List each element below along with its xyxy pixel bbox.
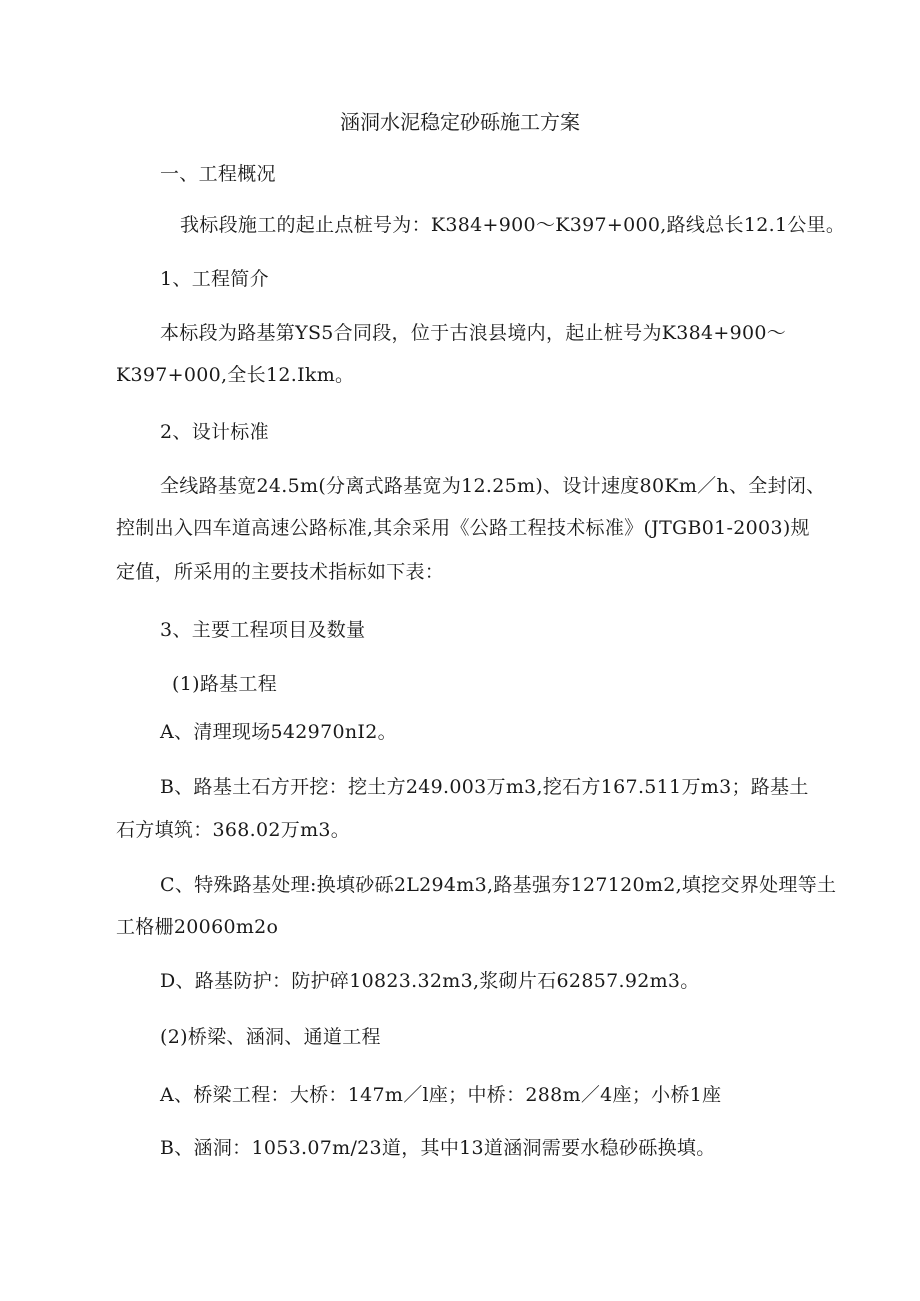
document-title: 涵洞水泥稳定砂砾施工方案	[340, 110, 580, 134]
part-heading: (2)桥梁、涵洞、通道工程	[160, 1026, 381, 1048]
part-heading: (1)路基工程	[172, 673, 278, 695]
list-item: A、桥梁工程：大桥：147m／l座；中桥：288m／4座；小桥1座	[160, 1084, 722, 1106]
list-item-continuation: 石方填筑：368.02万m3。	[116, 819, 351, 841]
subsection-heading: 3、主要工程项目及数量	[160, 619, 366, 641]
list-item-continuation: 工格栅20060m2o	[116, 916, 279, 938]
section-heading: 一、工程概况	[160, 163, 276, 185]
list-item: B、路基土石方开挖：挖土方249.003万m3,挖石方167.511万m3；路基土	[160, 776, 809, 798]
subsection-heading: 1、工程简介	[160, 268, 269, 290]
list-item: B、涵洞：1053.07m/23道，其中13道涵洞需要水稳砂砾换填。	[160, 1137, 716, 1159]
subsection-heading: 2、设计标准	[160, 421, 269, 443]
list-item: D、路基防护：防护碎10823.32m3,浆砌片石62857.92m3。	[160, 970, 700, 992]
paragraph-line: 定值，所采用的主要技术指标如下表：	[116, 561, 445, 583]
paragraph-line: 本标段为路基第YS5合同段，位于古浪县境内，起止桩号为K384+900～	[160, 322, 787, 344]
paragraph-line: K397+000,全长12.Ikm。	[116, 364, 355, 386]
intro-paragraph: 我标段施工的起止点桩号为：K384+900～K397+000,路线总长12.1公里。	[180, 214, 846, 236]
paragraph-line: 控制出入四车道高速公路标准,其余采用《公路工程技术标准》(JTGB01-2003)规	[116, 517, 810, 539]
list-item: A、清理现场542970nI2。	[160, 721, 397, 743]
list-item: C、特殊路基处理:换填砂砾2L294m3,路基强夯127120m2,填挖交界处理等土	[160, 874, 837, 896]
paragraph-line: 全线路基宽24.5m(分离式路基宽为12.25m)、设计速度80Km／h、全封闭、	[160, 475, 826, 497]
